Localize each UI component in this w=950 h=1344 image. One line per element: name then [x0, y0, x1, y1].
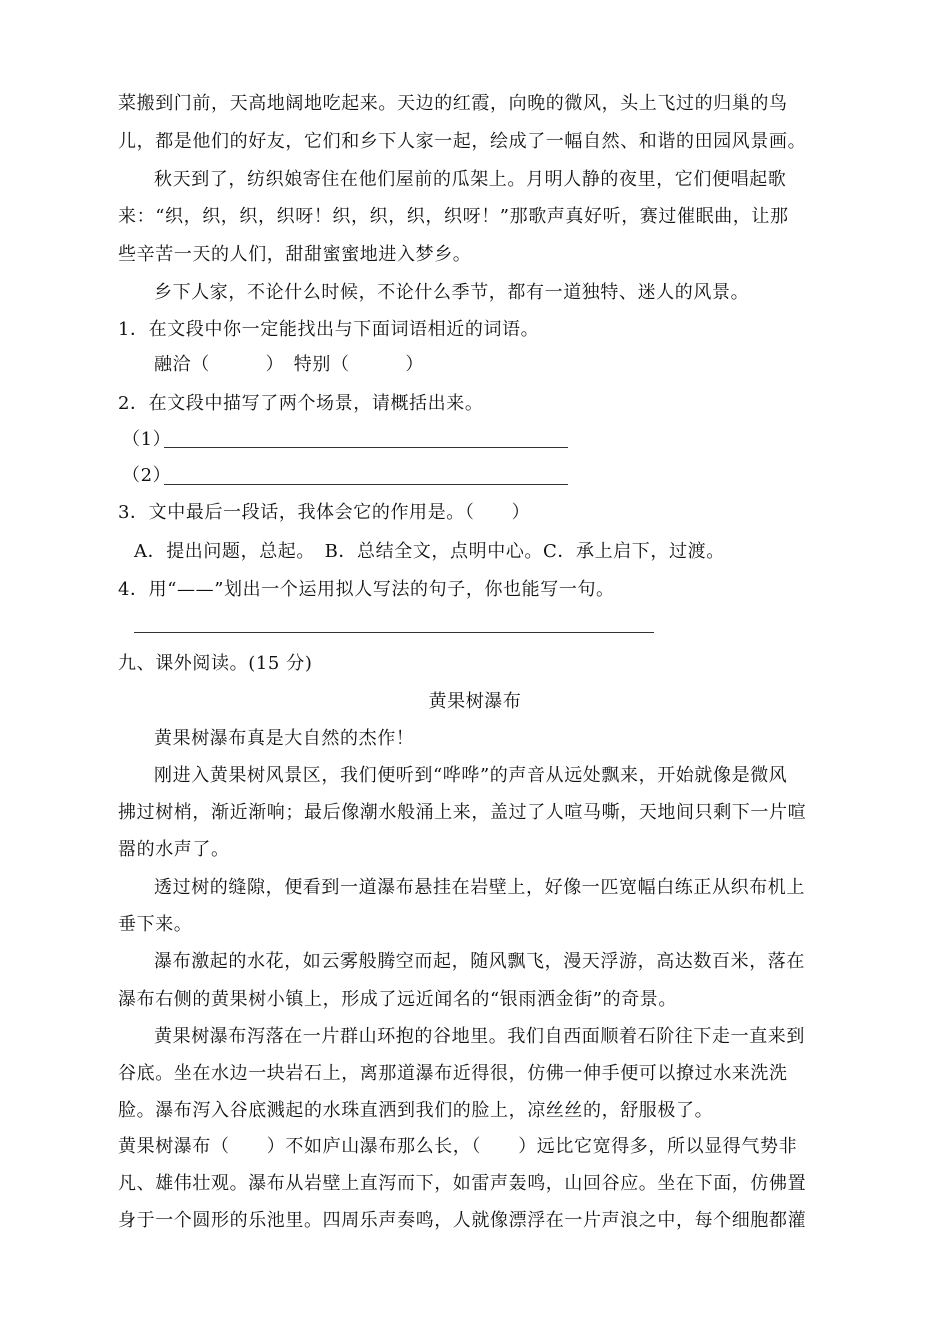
question-2-item-2-label: （2）	[122, 465, 172, 486]
passage-line: 拂过树梢，渐近渐响；最后像潮水般涌上来，盖过了人喧马嘶，天地间只剩下一片喧	[118, 802, 807, 823]
question-1: 1．在文段中你一定能找出与下面词语相近的词语。	[118, 319, 540, 340]
section-heading: 九、课外阅读。(15 分)	[118, 653, 313, 674]
passage-line: 黄果树瀑布泻落在一片群山环抱的谷地里。我们自西面顺着石阶往下走一直来到	[154, 1026, 805, 1047]
passage-line: 垂下来。	[118, 914, 193, 935]
article-title: 黄果树瀑布	[428, 691, 522, 712]
question-2-item-1-label: （1）	[122, 429, 172, 450]
passage-line: 谷底。坐在水边一块岩石上，离那道瀑布近得很，仿佛一伸手便可以撩过水来洗洗	[118, 1063, 788, 1084]
passage-line: 些辛苦一天的人们，甜甜蜜蜜地进入梦乡。	[118, 244, 472, 265]
answer-blank-line[interactable]	[164, 484, 568, 485]
passage-line: 乡下人家，不论什么时候，不论什么季节，都有一道独特、迷人的风景。	[154, 282, 750, 303]
question-2: 2．在文段中描写了两个场景，请概括出来。	[118, 393, 484, 414]
passage-line: 来：“织，织，织，织呀！织，织，织，织呀！”那歌声真好听，赛过催眠曲，让那	[118, 206, 789, 227]
answer-blank-line[interactable]	[134, 632, 654, 633]
passage-line: 脸。瀑布泻入谷底溅起的水珠直洒到我们的脸上，凉丝丝的，舒服极了。	[118, 1100, 714, 1121]
question-4: 4．用“——”划出一个运用拟人写法的句子，你也能写一句。	[118, 579, 615, 600]
passage-line: 身于一个圆形的乐池里。四周乐声奏鸣，人就像漂浮在一片声浪之中，每个细胞都灌	[118, 1210, 807, 1231]
passage-line: 黄果树瀑布真是大自然的杰作！	[154, 728, 415, 749]
passage-line: 刚进入黄果树风景区，我们便听到“哗哗”的声音从远处飘来，开始就像是微风	[154, 765, 788, 786]
passage-line: 嚣的水声了。	[118, 839, 230, 860]
question-3-options: A．提出问题，总起。 B．总结全文，点明中心。C．承上启下，过渡。	[134, 541, 725, 562]
passage-line: 凡、雄伟壮观。瀑布从岩壁上直泻而下，如雷声轰鸣，山回谷应。坐在下面，仿佛置	[118, 1173, 807, 1194]
answer-blank-line[interactable]	[164, 447, 568, 448]
passage-line: 秋天到了，纺织娘寄住在他们屋前的瓜架上。月明人静的夜里，它们便唱起歌	[154, 169, 787, 190]
passage-line: 瀑布激起的水花，如云雾般腾空而起，随风飘飞，漫天浮游，高达数百米，落在	[154, 951, 805, 972]
passage-line: 儿，都是他们的好友，它们和乡下人家一起，绘成了一幅自然、和谐的田园风景画。	[118, 131, 807, 152]
passage-line: 黄果树瀑布（ ）不如庐山瀑布那么长，（ ）远比它宽得多，所以显得气势非	[118, 1136, 798, 1157]
question-3: 3．文中最后一段话，我体会它的作用是。（ ）	[118, 502, 531, 523]
passage-line: 瀑布右侧的黄果树小镇上，形成了远近闻名的“银雨洒金街”的奇景。	[118, 989, 678, 1010]
passage-line: 菜搬到门前，天高地阔地吃起来。天边的红霞，向晚的微风，头上飞过的归巢的鸟	[118, 93, 788, 114]
passage-line: 透过树的缝隙，便看到一道瀑布悬挂在岩壁上，好像一匹宽幅白练正从织布机上	[154, 877, 805, 898]
question-1-words: 融洽（ ） 特别（ ）	[154, 354, 424, 375]
